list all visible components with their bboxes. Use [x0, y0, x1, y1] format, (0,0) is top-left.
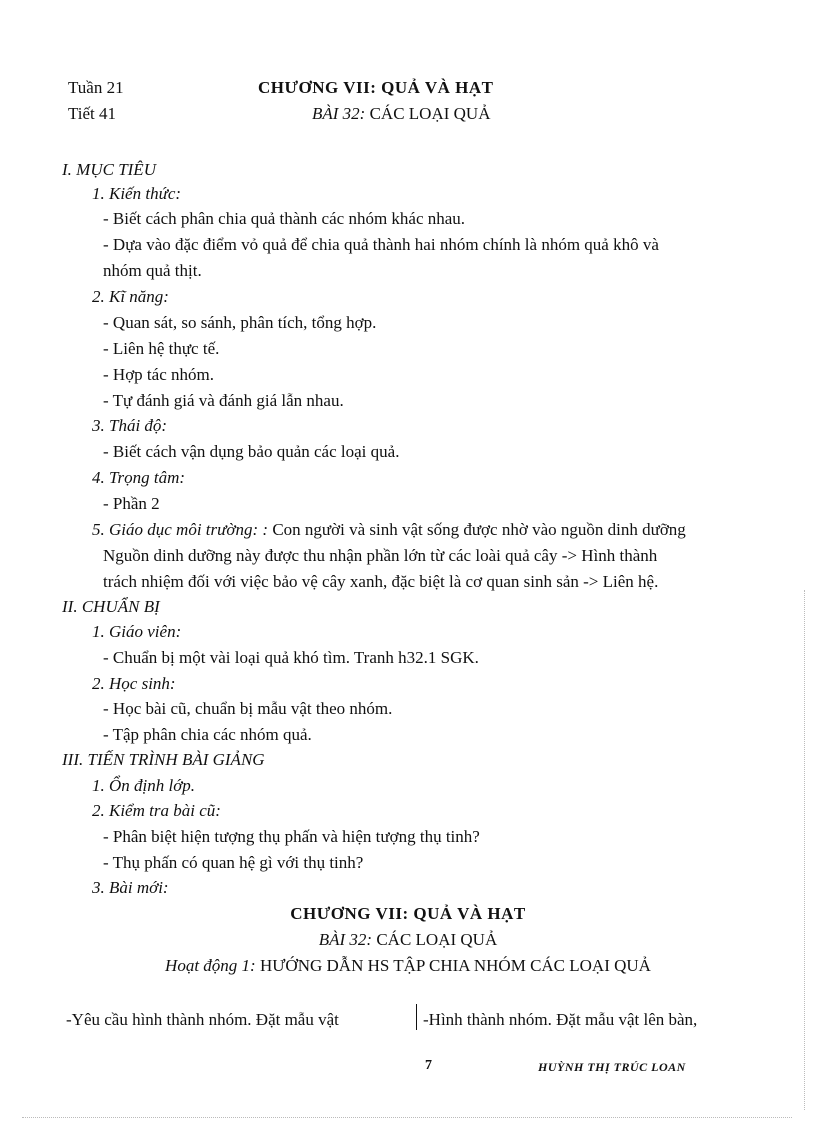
page-border-right — [804, 590, 805, 1110]
attitude-heading: 3. Thái độ: — [92, 416, 168, 435]
stabilize-heading: 1. Ổn định lớp. — [92, 776, 196, 795]
skills-item: - Liên hệ thực tế. — [103, 339, 220, 358]
lesson-block-name: CÁC LOẠI QUẢ — [376, 930, 498, 949]
author-name: HUỲNH THỊ TRÚC LOAN — [538, 1060, 686, 1074]
skills-item: - Quan sát, so sánh, phân tích, tổng hợp. — [103, 313, 377, 332]
skills-heading: 2. Kĩ năng: — [92, 287, 169, 306]
focus-item: - Phần 2 — [103, 494, 160, 513]
review-item: - Phân biệt hiện tượng thụ phấn và hiện tượng thụ tinh? — [103, 827, 480, 846]
environment-line: Nguồn dinh dưỡng này được thu nhận phần lớn từ các loài quả cây -> Hình thành — [103, 546, 658, 565]
environment-heading: 5. Giáo dục môi trường: : — [92, 520, 269, 539]
review-item: - Thụ phấn có quan hệ gì với thụ tinh? — [103, 853, 364, 872]
chapter-title: CHƯƠNG VII: QUẢ VÀ HẠT — [258, 78, 494, 97]
student-item: - Tập phân chia các nhóm quả. — [103, 725, 312, 744]
page-border-bottom — [22, 1117, 792, 1118]
lesson-chapter-title: CHƯƠNG VII: QUẢ VÀ HẠT — [290, 904, 526, 923]
skills-item: - Tự đánh giá và đánh giá lẫn nhau. — [103, 391, 344, 410]
new-lesson-heading: 3. Bài mới: — [92, 878, 169, 897]
activity-prefix: Hoạt động 1: — [165, 956, 256, 975]
student-column-text: -Hình thành nhóm. Đặt mẫu vật lên bàn, — [423, 1010, 698, 1029]
environment-text: Con người và sinh vật sống được nhờ vào nguồn dinh dưỡng — [272, 520, 686, 539]
review-heading: 2. Kiểm tra bài cũ: — [92, 801, 221, 820]
environment-paragraph — [92, 520, 686, 540]
lesson-name: CÁC LOẠI QUẢ — [369, 104, 491, 123]
knowledge-item: - Biết cách phân chia quả thành các nhóm khác nhau. — [103, 209, 466, 228]
student-item: - Học bài cũ, chuẩn bị mẫu vật theo nhóm. — [103, 699, 393, 718]
lesson-block-prefix: BÀI 32: — [318, 930, 373, 949]
table-divider — [416, 1004, 417, 1030]
lesson-block-title — [0, 930, 816, 950]
activity-name: HƯỚNG DẪN HS TẬP CHIA NHÓM CÁC LOẠI QUẢ — [259, 956, 651, 975]
page-number: 7 — [425, 1058, 432, 1073]
focus-heading: 4. Trọng tâm: — [92, 468, 186, 487]
attitude-item: - Biết cách vận dụng bảo quản các loại quả. — [103, 442, 400, 461]
activity-title — [0, 956, 816, 976]
teacher-item: - Chuẩn bị một vài loại quả khó tìm. Tranh h32.1 SGK. — [103, 648, 479, 667]
lesson-title — [312, 104, 490, 124]
period-label: Tiết 41 — [68, 104, 117, 123]
week-label: Tuần 21 — [68, 78, 124, 97]
section-preparation-title: II. CHUẨN BỊ — [62, 597, 160, 616]
lesson-prefix: BÀI 32: — [312, 104, 366, 123]
knowledge-heading: 1. Kiến thức: — [92, 184, 182, 203]
section-objectives-title: I. MỤC TIÊU — [62, 160, 156, 179]
student-heading: 2. Học sinh: — [92, 674, 176, 693]
environment-line: trách nhiệm đối với việc bảo vệ cây xanh, đặc biệt là cơ quan sinh sản -> Liên hệ. — [103, 572, 659, 591]
teacher-column-text: -Yêu cầu hình thành nhóm. Đặt mẫu vật — [66, 1010, 339, 1029]
teacher-heading: 1. Giáo viên: — [92, 622, 182, 641]
skills-item: - Hợp tác nhóm. — [103, 365, 214, 384]
section-procedure-title: III. TIẾN TRÌNH BÀI GIẢNG — [62, 750, 265, 769]
knowledge-item: nhóm quả thịt. — [103, 261, 202, 280]
knowledge-item: - Dựa vào đặc điểm vỏ quả để chia quả thành hai nhóm chính là nhóm quả khô và — [103, 235, 659, 254]
